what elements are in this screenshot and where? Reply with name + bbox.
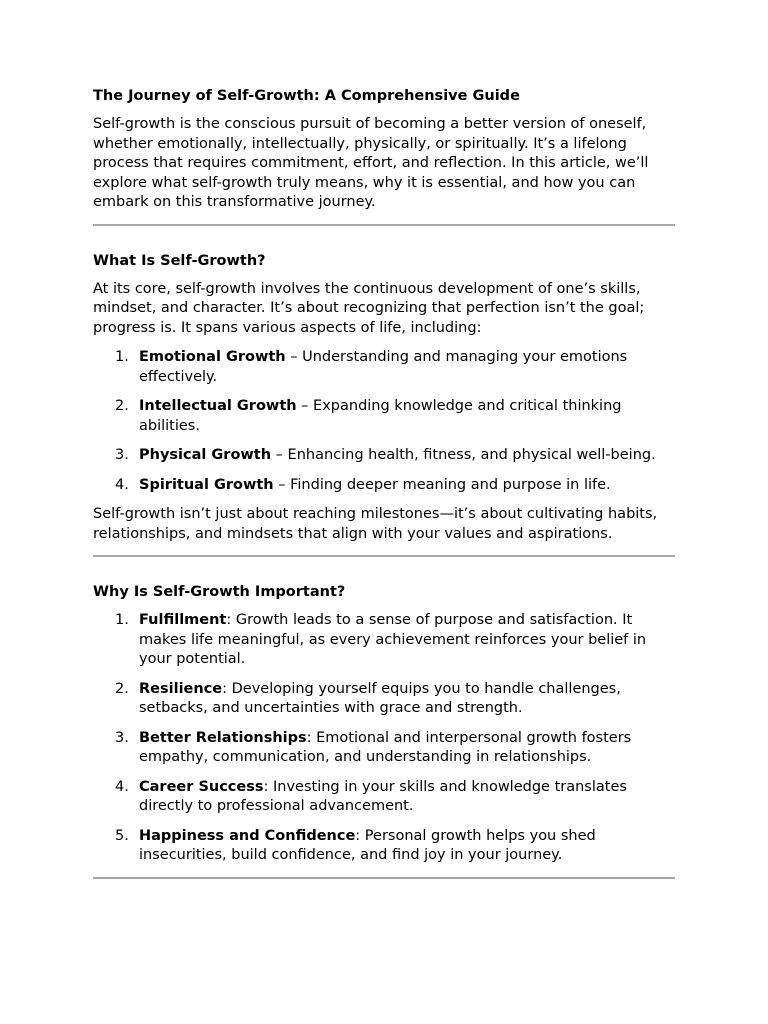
list-item — [93, 397, 675, 436]
list-number: 3. — [115, 729, 129, 746]
list-item-text: – Expanding knowledge and critical thinking abilities. — [139, 398, 622, 434]
importance-list — [93, 611, 675, 866]
intro-paragraph: Self-growth is the conscious pursuit of becoming a better version of oneself, whether emotionally, intellectually, physically, or spiritually. It’s a lifelong process that requires commitment, effort, and reflection. In this article, we’ll explore what self-growth truly means, why it is essential, and how you can embark on this transformative journey. — [93, 116, 649, 210]
list-item-term: Career Success — [139, 778, 264, 795]
list-item-term: Intellectual Growth — [139, 398, 297, 414]
list-number: 5. — [115, 827, 129, 844]
list-number: 2. — [115, 680, 129, 697]
section-divider — [93, 877, 675, 879]
list-item — [93, 611, 675, 670]
list-item-text: – Enhancing health, fitness, and physical well-being. — [271, 447, 656, 463]
list-number: 1. — [115, 612, 129, 628]
list-item-text: : Growth leads to a sense of purpose and satisfaction. It makes life meaningful, as every achievement reinforces your belief in your potential. — [139, 612, 647, 667]
list-item-text: : Emotional and interpersonal growth fosters empathy, communication, and understanding in relationships. — [139, 729, 632, 765]
list-item — [93, 446, 675, 466]
list-item-term: Fulfillment — [139, 612, 227, 628]
list-number: 1. — [115, 349, 129, 365]
section-what-is-paragraph: At its core, self-growth involves the continuous development of one’s skills, mindset, and character. It’s about recognizing that perfection isn’t the goal; progress is. It spans various aspects of life, including: — [93, 280, 645, 336]
list-item — [93, 476, 675, 496]
list-item — [93, 729, 675, 768]
list-item-term: Resilience — [139, 680, 223, 697]
list-number: 4. — [115, 476, 129, 493]
list-item — [93, 778, 675, 817]
list-item-term: Happiness and Confidence — [139, 827, 356, 844]
growth-types-list — [93, 348, 675, 495]
section-what-is-closing: Self-growth isn’t just about reaching milestones—it’s about cultivating habits, relationships, and mindsets that align with your values and aspirations. — [93, 506, 658, 542]
list-number: 4. — [115, 778, 129, 795]
list-item-text: : Investing in your skills and knowledge translates directly to professional advancement. — [139, 778, 627, 814]
list-item-term: Emotional Growth — [139, 349, 286, 365]
section-heading-what-is: What Is Self-Growth? — [93, 252, 266, 269]
page-title: The Journey of Self-Growth: A Comprehensive Guide — [93, 88, 520, 104]
list-item-text: – Finding deeper meaning and purpose in life. — [273, 476, 611, 493]
list-item-term: Better Relationships — [139, 729, 307, 746]
list-number: 2. — [115, 398, 129, 414]
list-item — [93, 348, 675, 387]
list-number: 3. — [115, 447, 129, 463]
list-item-text: – Understanding and managing your emotions effectively. — [139, 349, 628, 385]
list-item — [93, 827, 675, 866]
list-item — [93, 680, 675, 719]
section-heading-why-important: Why Is Self-Growth Important? — [93, 584, 346, 600]
list-item-text: : Developing yourself equips you to handle challenges, setbacks, and uncertainties with grace and strength. — [139, 680, 621, 716]
list-item-text: : Personal growth helps you shed insecurities, build confidence, and find joy in your journey. — [139, 827, 596, 863]
list-item-term: Spiritual Growth — [139, 476, 274, 493]
list-item-term: Physical Growth — [139, 447, 272, 463]
